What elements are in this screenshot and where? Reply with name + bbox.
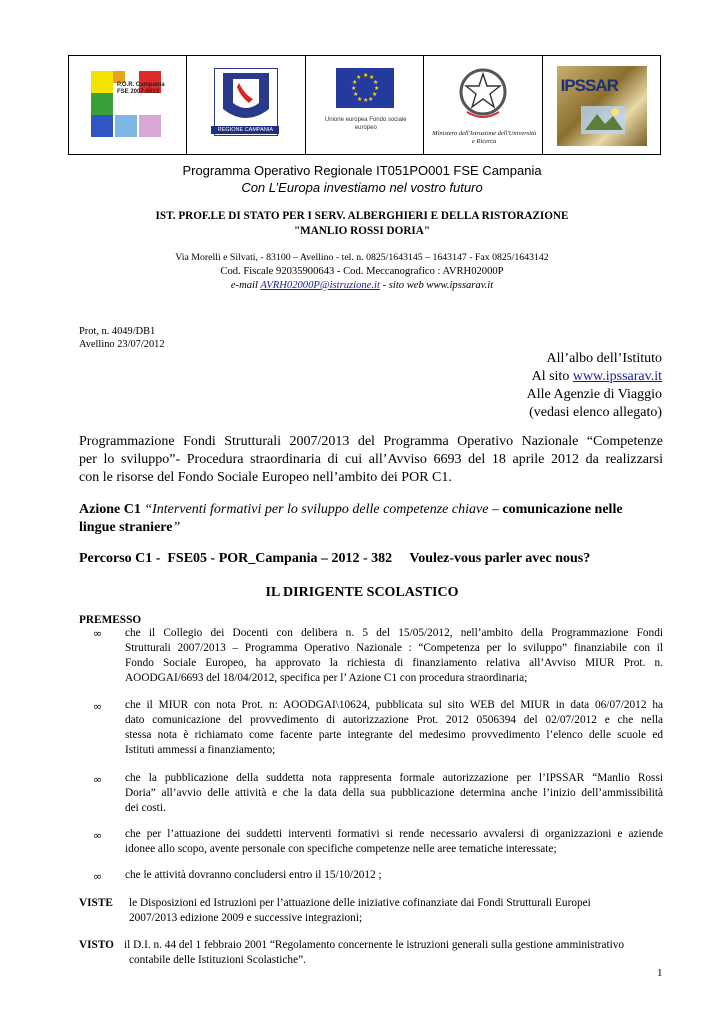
- istituto-name-line1: IST. PROF.LE DI STATO PER I SERV. ALBERGHIERI E DELLA RISTORAZIONE: [155, 210, 569, 222]
- bullet-icon: ∞: [93, 627, 103, 640]
- svg-text:★: ★: [352, 91, 359, 98]
- ipssar-logo: [557, 66, 647, 146]
- ministero-logo-cell: [424, 56, 542, 155]
- por-campania-logo-cell: [69, 56, 187, 155]
- svg-text:★: ★: [351, 79, 358, 86]
- logo-header: [68, 55, 661, 155]
- protocol-block: [79, 325, 165, 351]
- premesso-heading: PREMESSO: [79, 614, 142, 626]
- bullet-icon: ∞: [93, 773, 103, 786]
- premesso-item-5-line: che le attività dovranno concludersi entro il 15/10/2012 ;: [125, 869, 382, 881]
- svg-text:★: ★: [373, 85, 380, 92]
- viste-label: VISTE: [79, 897, 113, 909]
- visto-text: [124, 938, 669, 968]
- regione-campania-label: REGIONE CAMPANIA: [211, 126, 279, 134]
- programmazione-line2: per lo sviluppo”- Procedura straordinaria di cui all’Avviso 6693 del 18 aprile 2012 da realizzarsi: [79, 452, 663, 467]
- recipient-sito-prefix: Al sito: [531, 369, 573, 384]
- email-prefix: e-mail: [230, 280, 261, 291]
- regione-campania-logo-cell: [187, 56, 305, 155]
- svg-text:★: ★: [350, 85, 357, 92]
- recipient-agenzie: Alle Agenzie di Viaggio: [526, 387, 662, 402]
- premesso-item-3-line: che la pubblicazione della suddetta nota rappresenta formale autorizzazione per l’IPSSAR “Manlio Rossi: [125, 772, 663, 784]
- protocol-date: Avellino 23/07/2012: [79, 339, 165, 350]
- programma-block: [0, 162, 724, 196]
- visto-line: contabile delle Istituzioni Scolastiche”.: [129, 954, 306, 966]
- premesso-item-4-line: che per l’attuazione dei suddetti interventi formativi si rende necessario avvalersi di organizzazioni e aziende: [125, 828, 663, 840]
- por-campania-logo-text: P.O.R. Campania FSE 2007-2013: [117, 82, 165, 95]
- premesso-item-2-line: dato comunicazione del provvedimento di autorizzazione Prot. 2012 0506394 del 02/07/2012 e che nella: [125, 714, 663, 726]
- premesso-item-3-line: Doria” all’avvio delle attività e che la data della sua pubblicazione determina anche l’inizio dell’ammissibilità: [125, 787, 663, 799]
- viste-line: le Disposizioni ed Istruzioni per l’attuazione delle iniziative cofinanziate dai Fondi Strutturali Europei: [129, 897, 591, 909]
- web-text: - sito web www.ipssarav.it: [379, 280, 494, 291]
- premesso-item-2-line: Istituti ammessi a finanziamento;: [125, 744, 276, 756]
- premesso-item-3: [125, 771, 663, 816]
- programmazione-line1: Programmazione Fondi Strutturali 2007/2013 del Programma Operativo Nazionale “Competenze: [79, 434, 663, 449]
- istituto-contacts: [0, 279, 724, 293]
- recipient-sito: [527, 368, 662, 386]
- visto-label: VISTO: [79, 939, 114, 951]
- istituto-fiscal: Cod. Fiscale 92035900643 - Cod. Meccanografico : AVRH02000P: [220, 266, 504, 277]
- istituto-name-line2: "MANLIO ROSSI DORIA": [293, 225, 431, 237]
- eu-logo-text: Unione europea Fondo sociale europeo: [324, 117, 407, 131]
- protocol-number: Prot, n. 4049/DB1: [79, 326, 156, 337]
- azione-title: “Interventi formativi per lo sviluppo delle competenze chiave: [140, 502, 489, 517]
- svg-text:★: ★: [362, 72, 369, 79]
- premesso-item-2-line: stessa nota è richiamato come facente parte integrante del medesimo provvedimento l’elenco delle scuole ed: [125, 729, 663, 741]
- bullet-icon: ∞: [93, 700, 103, 713]
- premesso-item-1-line: Fondo Sociale Europeo, ha approvato la richiesta di finanziamento relativa all’Avviso MIUR Prot. n.: [125, 657, 663, 669]
- svg-text:★: ★: [367, 96, 374, 103]
- istituto-name-block: [0, 209, 724, 239]
- svg-text:★: ★: [372, 79, 379, 86]
- svg-text:★: ★: [362, 97, 369, 104]
- bullet-icon: ∞: [93, 829, 103, 842]
- istituto-address: Via Morelli e Silvati, - 83100 – Avellino - tel. n. 0825/1643145 – 1643147 - Fax 0825/1643142: [175, 252, 549, 263]
- premesso-item-4: [125, 827, 663, 857]
- premesso-item-1: [125, 626, 663, 686]
- svg-text:★: ★: [355, 74, 362, 81]
- viste-line: 2007/2013 edizione 2009 e successive integrazioni;: [129, 912, 363, 924]
- dirigente-heading: IL DIRIGENTE SCOLASTICO: [265, 585, 459, 600]
- azione-block: [79, 501, 663, 537]
- programma-title: Programma Operativo Regionale IT051PO001 FSE Campania: [182, 163, 542, 178]
- recipient-albo: All’albo dell’Istituto: [546, 351, 662, 366]
- programmazione-paragraph: [79, 433, 663, 487]
- bullet-icon: ∞: [93, 870, 103, 883]
- azione-dash: –: [488, 502, 503, 517]
- azione-topic-cont: lingue straniere: [79, 520, 173, 535]
- premesso-item-5: [125, 868, 663, 883]
- page-number: 1: [657, 967, 663, 979]
- visto-line: il D.I. n. 44 del 1 febbraio 2001 “Regolamento concernente le istruzioni generali sulla gestione amministrativo: [124, 939, 625, 951]
- svg-text:★: ★: [371, 91, 378, 98]
- email-link[interactable]: AVRH02000P@istruzione.it: [260, 280, 380, 291]
- ministero-text: Ministero dell'Istruzione dell'Università e Ricerca: [432, 130, 537, 145]
- recipient-elenco: (vedasi elenco allegato): [529, 405, 662, 420]
- premesso-item-2: [125, 698, 663, 758]
- ipssar-logo-cell: [542, 56, 660, 155]
- viste-text: [129, 896, 669, 926]
- recipients-block: [527, 350, 662, 422]
- premesso-item-4-line: idonee allo scopo, avente personale con specifiche competenze nelle aree tematiche interessate;: [125, 843, 557, 855]
- premesso-item-2-line: che il MIUR con nota Prot. n: AOODGAI\10624, pubblicata sul sito WEB del MIUR in data 06/07/2012 ha: [125, 699, 663, 711]
- eu-flag-icon: [336, 68, 394, 108]
- azione-label: Azione C1: [79, 502, 141, 517]
- sito-link[interactable]: www.ipssarav.it: [572, 369, 662, 384]
- programma-slogan: Con L’Europa investiamo nel vostro futuro: [241, 180, 483, 195]
- azione-topic: comunicazione nelle: [502, 502, 623, 517]
- italian-emblem-icon: [457, 62, 509, 124]
- eu-logo-cell: [305, 56, 423, 155]
- premesso-item-1-line: Strutturali 2007/2013 – Programma Operativo Nazionale : “Competenza per lo sviluppo” finanziabile con il: [125, 642, 663, 654]
- programmazione-line3: con le risorse del Fondo Sociale Europeo nell’ambito dei POR C1.: [79, 470, 452, 485]
- svg-text:★: ★: [368, 74, 375, 81]
- ipssar-logo-text: IPSSAR: [560, 76, 618, 95]
- premesso-item-3-line: dei costi.: [125, 802, 166, 814]
- percorso-line: Percorso C1 - FSE05 - POR_Campania – 2012 - 382 Voulez-vous parler avec nous?: [79, 551, 591, 566]
- svg-text:★: ★: [356, 96, 363, 103]
- premesso-item-1-line: che il Collegio dei Docenti con delibera n. 5 del 15/05/2012, nell’ambito della Programmazione Fondi: [125, 627, 663, 639]
- premesso-item-1-line: AOODGAI/6693 del 18/04/2012, specifica per l’ Azione C1 con procedura straordinaria;: [125, 672, 528, 684]
- azione-quote-end: ”: [172, 520, 181, 535]
